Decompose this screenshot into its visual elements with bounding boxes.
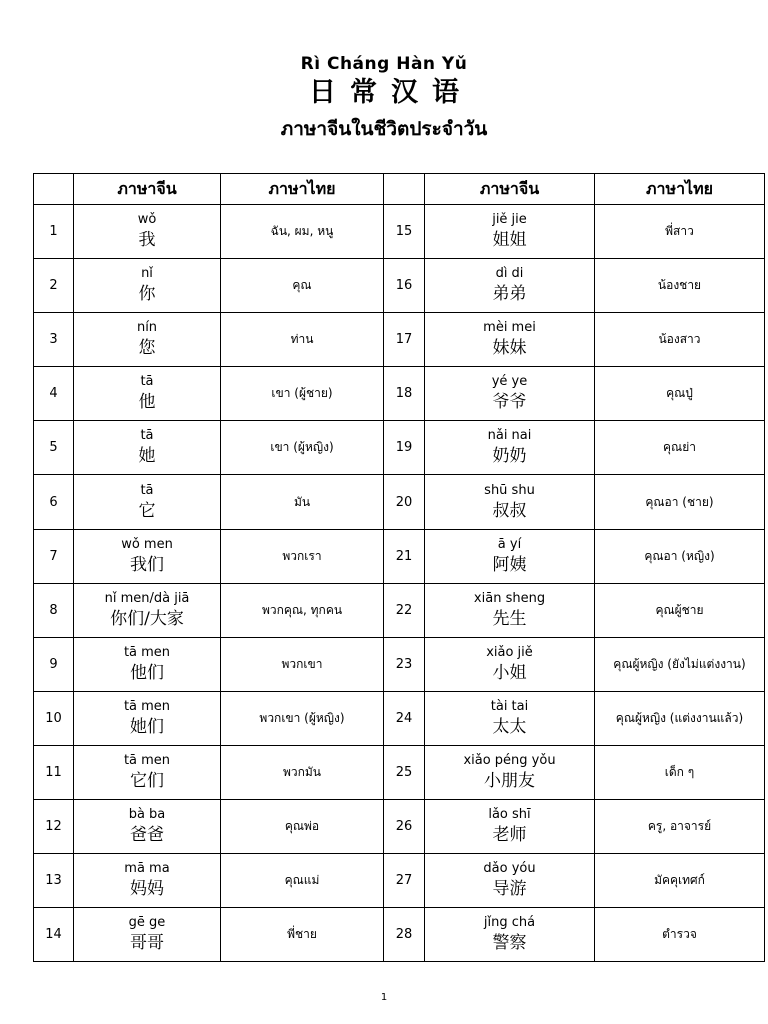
header-thai-left: ภาษาไทย xyxy=(221,174,384,205)
table-header-row xyxy=(34,174,765,205)
pinyin-text: nín xyxy=(136,320,158,336)
header-chinese-right: ภาษาจีน xyxy=(425,174,595,205)
thai-meaning: คุณย่า xyxy=(595,421,765,475)
chinese-cell xyxy=(74,205,221,259)
thai-meaning: พี่ชาย xyxy=(221,908,384,962)
chinese-cell xyxy=(425,313,595,367)
chinese-cell xyxy=(74,475,221,529)
header-number-left xyxy=(34,174,74,205)
entry-number: 16 xyxy=(384,259,425,313)
table-row xyxy=(34,205,765,259)
hanzi-text: 你 xyxy=(138,284,156,305)
chinese-cell xyxy=(425,367,595,421)
hanzi-text: 爸爸 xyxy=(130,825,164,846)
thai-meaning: มัน xyxy=(221,475,384,529)
thai-meaning: มัคคุเทศก์ xyxy=(595,854,765,908)
entry-number: 21 xyxy=(384,529,425,583)
entry-number: 3 xyxy=(34,313,74,367)
hanzi-text: 她们 xyxy=(130,716,164,737)
pinyin-text: tā men xyxy=(123,644,171,660)
table-row xyxy=(34,854,765,908)
thai-meaning: พวกเขา (ผู้หญิง) xyxy=(221,691,384,745)
thai-meaning: น้องสาว xyxy=(595,313,765,367)
chinese-cell xyxy=(425,854,595,908)
vocabulary-table xyxy=(33,173,765,962)
entry-number: 28 xyxy=(384,908,425,962)
thai-title: ภาษาจีนในชีวิตประจำวัน xyxy=(280,118,488,140)
pinyin-text: tā xyxy=(140,482,154,498)
pinyin-text: jǐng chá xyxy=(483,915,536,931)
entry-number: 17 xyxy=(384,313,425,367)
chinese-cell xyxy=(425,800,595,854)
hanzi-text: 小姐 xyxy=(492,662,527,683)
table-row xyxy=(34,908,765,962)
thai-meaning: พวกเขา xyxy=(221,637,384,691)
chinese-cell xyxy=(425,529,595,583)
pinyin-text: ā yí xyxy=(497,536,522,552)
chinese-cell xyxy=(425,637,595,691)
hanzi-text: 他们 xyxy=(130,662,164,683)
hanzi-text: 爷爷 xyxy=(492,392,527,413)
thai-meaning: พวกเรา xyxy=(221,529,384,583)
table-row xyxy=(34,259,765,313)
pinyin-text: tā men xyxy=(123,698,171,714)
hanzi-text: 叔叔 xyxy=(492,500,527,521)
chinese-cell xyxy=(74,854,221,908)
entry-number: 23 xyxy=(384,637,425,691)
chinese-cell xyxy=(74,745,221,799)
hanzi-text: 妈妈 xyxy=(130,879,164,900)
entry-number: 10 xyxy=(34,691,74,745)
chinese-cell xyxy=(425,908,595,962)
chinese-cell xyxy=(74,908,221,962)
header-number-right xyxy=(384,174,425,205)
hanzi-text: 先生 xyxy=(492,608,527,629)
entry-number: 15 xyxy=(384,205,425,259)
thai-meaning: ท่าน xyxy=(221,313,384,367)
entry-number: 2 xyxy=(34,259,74,313)
hanzi-text: 弟弟 xyxy=(492,284,527,305)
chinese-cell xyxy=(74,313,221,367)
chinese-cell xyxy=(74,637,221,691)
header-thai-right: ภาษาไทย xyxy=(595,174,765,205)
hanzi-text: 导游 xyxy=(492,879,527,900)
entry-number: 24 xyxy=(384,691,425,745)
thai-meaning: เขา (ผู้ชาย) xyxy=(221,367,384,421)
chinese-cell xyxy=(425,421,595,475)
chinese-cell xyxy=(425,259,595,313)
pinyin-text: nǐ xyxy=(141,266,153,282)
hanzi-title: 日常汉语 xyxy=(309,77,473,108)
hanzi-text: 它们 xyxy=(130,770,164,791)
entry-number: 6 xyxy=(34,475,74,529)
hanzi-text: 哥哥 xyxy=(130,933,164,954)
pinyin-text: wǒ xyxy=(137,212,157,228)
chinese-cell xyxy=(74,421,221,475)
pinyin-title: Rì Cháng Hàn Yǔ xyxy=(300,54,468,74)
thai-meaning: คุณอา (หญิง) xyxy=(595,529,765,583)
pinyin-text: shū shu xyxy=(484,482,535,498)
pinyin-text: bà ba xyxy=(128,807,166,823)
entry-number: 19 xyxy=(384,421,425,475)
thai-meaning: ตำรวจ xyxy=(595,908,765,962)
hanzi-text: 我 xyxy=(138,230,156,251)
hanzi-text: 她 xyxy=(138,446,156,467)
table-row xyxy=(34,583,765,637)
pinyin-text: tā xyxy=(140,428,154,444)
chinese-cell xyxy=(74,259,221,313)
pinyin-text: jiě jie xyxy=(492,212,527,228)
chinese-cell xyxy=(74,529,221,583)
chinese-cell xyxy=(425,205,595,259)
entry-number: 20 xyxy=(384,475,425,529)
pinyin-text: gē ge xyxy=(128,915,166,931)
table-row xyxy=(34,475,765,529)
pinyin-text: nǎi nai xyxy=(487,428,532,444)
pinyin-text: nǐ men/dà jiā xyxy=(104,590,190,606)
pinyin-text: wǒ men xyxy=(121,536,173,552)
thai-meaning: ครู, อาจารย์ xyxy=(595,800,765,854)
pinyin-text: dì di xyxy=(495,266,524,282)
entry-number: 7 xyxy=(34,529,74,583)
table-row xyxy=(34,529,765,583)
table-row xyxy=(34,745,765,799)
entry-number: 12 xyxy=(34,800,74,854)
thai-meaning: น้องชาย xyxy=(595,259,765,313)
entry-number: 18 xyxy=(384,367,425,421)
pinyin-text: yé ye xyxy=(491,374,528,390)
page-number: 1 xyxy=(380,992,388,1003)
thai-meaning: พวกมัน xyxy=(221,745,384,799)
entry-number: 27 xyxy=(384,854,425,908)
header-chinese-left: ภาษาจีน xyxy=(74,174,221,205)
hanzi-text: 您 xyxy=(138,338,156,359)
thai-meaning: คุณแม่ xyxy=(221,854,384,908)
hanzi-text: 他 xyxy=(138,392,156,413)
table-row xyxy=(34,691,765,745)
hanzi-text: 我们 xyxy=(130,554,164,575)
pinyin-text: tā xyxy=(140,374,154,390)
entry-number: 11 xyxy=(34,745,74,799)
hanzi-text: 你们/大家 xyxy=(110,608,184,629)
entry-number: 1 xyxy=(34,205,74,259)
entry-number: 4 xyxy=(34,367,74,421)
entry-number: 22 xyxy=(384,583,425,637)
thai-meaning: คุณ xyxy=(221,259,384,313)
pinyin-text: tā men xyxy=(123,752,171,768)
thai-meaning: คุณปู่ xyxy=(595,367,765,421)
hanzi-text: 阿姨 xyxy=(492,554,527,575)
entry-number: 13 xyxy=(34,854,74,908)
pinyin-text: xiǎo jiě xyxy=(486,644,533,660)
chinese-cell xyxy=(74,367,221,421)
thai-meaning: คุณผู้ชาย xyxy=(595,583,765,637)
thai-meaning: พี่สาว xyxy=(595,205,765,259)
pinyin-text: lǎo shī xyxy=(488,807,531,823)
entry-number: 14 xyxy=(34,908,74,962)
table-row xyxy=(34,800,765,854)
pinyin-text: mèi mei xyxy=(483,320,536,336)
chinese-cell xyxy=(425,691,595,745)
thai-meaning: พวกคุณ, ทุกคน xyxy=(221,583,384,637)
thai-meaning: เขา (ผู้หญิง) xyxy=(221,421,384,475)
document-header xyxy=(0,52,768,144)
thai-meaning: คุณผู้หญิง (ยังไม่แต่งงาน) xyxy=(595,637,765,691)
entry-number: 25 xyxy=(384,745,425,799)
hanzi-text: 太太 xyxy=(492,716,527,737)
chinese-cell xyxy=(425,583,595,637)
table-row xyxy=(34,637,765,691)
vocabulary-table-body xyxy=(34,205,765,962)
table-row xyxy=(34,421,765,475)
thai-meaning: คุณผู้หญิง (แต่งงานแล้ว) xyxy=(595,691,765,745)
table-row xyxy=(34,313,765,367)
hanzi-text: 老师 xyxy=(492,825,527,846)
entry-number: 9 xyxy=(34,637,74,691)
hanzi-text: 姐姐 xyxy=(492,230,527,251)
entry-number: 5 xyxy=(34,421,74,475)
hanzi-text: 小朋友 xyxy=(484,770,535,791)
pinyin-text: xiān sheng xyxy=(473,590,546,606)
thai-meaning: คุณพ่อ xyxy=(221,800,384,854)
hanzi-text: 它 xyxy=(138,500,156,521)
table-row xyxy=(34,367,765,421)
hanzi-text: 警察 xyxy=(492,933,527,954)
hanzi-text: 奶奶 xyxy=(492,446,527,467)
chinese-cell xyxy=(425,745,595,799)
entry-number: 26 xyxy=(384,800,425,854)
pinyin-text: dǎo yóu xyxy=(483,861,536,877)
thai-meaning: ฉัน, ผม, หนู xyxy=(221,205,384,259)
chinese-cell xyxy=(74,800,221,854)
chinese-cell xyxy=(425,475,595,529)
pinyin-text: mā ma xyxy=(124,861,170,877)
pinyin-text: xiǎo péng yǒu xyxy=(463,752,556,768)
chinese-cell xyxy=(74,583,221,637)
thai-meaning: คุณอา (ชาย) xyxy=(595,475,765,529)
entry-number: 8 xyxy=(34,583,74,637)
thai-meaning: เด็ก ๆ xyxy=(595,745,765,799)
chinese-cell xyxy=(74,691,221,745)
hanzi-text: 妹妹 xyxy=(492,338,527,359)
pinyin-text: tài tai xyxy=(490,698,529,714)
